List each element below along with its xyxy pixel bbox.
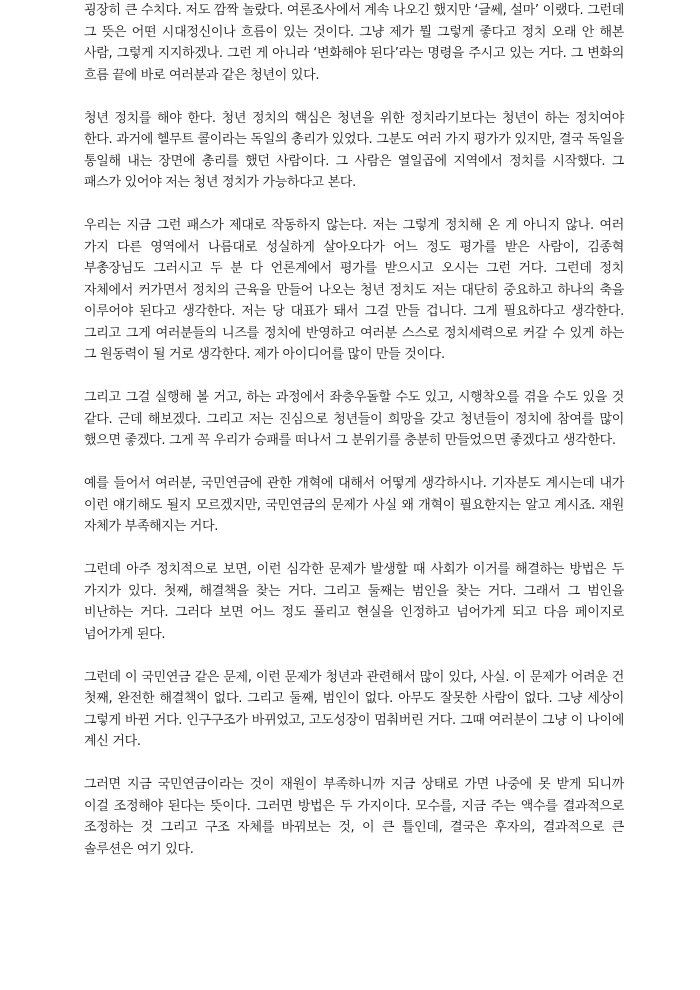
paragraph-6: 그런데 아주 정치적으로 보면, 이런 심각한 문제가 발생할 때 사회가 이거를 해결하는 방법은 두 가지가 있다. 첫째, 해결책을 찾는 거다. 그리고 둘째는 범인을 찾는 거다. 그래서 그 범인을 비난하는 거다. 그러다 보면 어느 정도 풀리고 현실을 인정하고 넘어가게 되고 다음 페이지로 넘어가게 된다. [84, 562, 624, 642]
paragraph-2: 청년 정치를 해야 한다. 청년 정치의 핵심은 청년을 위한 정치라기보다는 청년이 하는 정치여야 한다. 과거에 헬무트 콜이라는 독일의 총리가 있었다. 그분도 여러 가지 평가가 있지만, 결국 독일을 통일해 내는 장면에 총리를 했던 사람이다. 그 사람은 열일곱에 지역에서 정치를 시작했다. 그 패스가 있어야 저는 청년 정치가 가능하다고 본다. [84, 110, 624, 190]
paragraph-1: 굉장히 큰 수치다. 저도 깜짝 놀랐다. 여론조사에서 계속 나오긴 했지만 ‘글쎄, 설마’ 이랬다. 그런데 그 뜻은 어떤 시대정신이나 흐름이 있는 것이다. 그냥 제가 뭘 그렇게 좋다고 정치 오래 안 해본 사람, 그렇게 지지하겠나. 그런 게 아니라 ‘변화해야 된다’라는 명령을 주시고 있는 거다. 그 변화의 흐름 끝에 바로 여러분과 같은 청년이 있다. [84, 3, 624, 83]
body-text [84, 0, 624, 882]
paragraph-7: 그런데 이 국민연금 같은 문제, 이런 문제가 청년과 관련해서 많이 있다, 사실. 이 문제가 어려운 건 첫째, 완전한 해결책이 없다. 그리고 둘째, 범인이 없다. 아무도 잘못한 사람이 없다. 그냥 세상이 그렇게 바뀐 거다. 인구구조가 바뀌었고, 고도성장이 멈춰버린 거다. 그때 여러분이 그냥 이 나이에 계신 거다. [84, 669, 624, 749]
paragraph-8: 그러면 지금 국민연금이라는 것이 재원이 부족하니까 지금 상태로 가면 나중에 못 받게 되니까 이걸 조정해야 된다는 뜻이다. 그러면 방법은 두 가지이다. 모수를, 지금 주는 액수를 결과적으로 조정하는 것 그리고 구조 자체를 바꿔보는 것, 이 큰 틀인데, 결국은 후자의, 결과적으로 큰 솔루션은 여기 있다. [84, 777, 624, 857]
paragraph-3: 우리는 지금 그런 패스가 제대로 작동하지 않는다. 저는 그렇게 정치해 온 게 아니지 않나. 여러 가지 다른 영역에서 나름대로 성실하게 살아오다가 어느 정도 평가를 받은 사람이, 김종혁 부총장님도 그러시고 두 분 다 언론계에서 평가를 받으시고 오시는 그런 거다. 그런데 정치 자체에서 커가면서 정치의 근육을 만들어 나오는 청년 정치도 저는 대단히 중요하고 하나의 축을 이루어야 된다고 생각한다. 저는 당 대표가 돼서 그걸 만들 겁니다. 그게 필요하다고 생각한다. 그리고 그게 여러분들의 니즈를 정치에 반영하고 여러분 스스로 정치세력으로 커갈 수 있게 하는 그 원동력이 될 거로 생각한다. 제가 아이디어를 많이 만들 것이다. [84, 218, 624, 362]
paragraph-4: 그리고 그걸 실행해 볼 거고, 하는 과정에서 좌충우돌할 수도 있고, 시행착오를 겪을 수도 있을 것 같다. 근데 해보겠다. 그리고 저는 진심으로 청년들이 희망을 갖고 청년들이 정치에 참여를 많이 했으면 좋겠다. 그게 꼭 우리가 승패를 떠나서 그 분위기를 충분히 만들었으면 좋겠다고 생각한다. [84, 390, 624, 448]
paragraph-5: 예를 들어서 여러분, 국민연금에 관한 개혁에 대해서 어떻게 생각하시나. 기자분도 계시는데 내가 이런 얘기해도 될지 모르겠지만, 국민연금의 문제가 사실 왜 개혁이 필요한지는 알고 계시죠. 재원 자체가 부족해지는 거다. [84, 476, 624, 534]
